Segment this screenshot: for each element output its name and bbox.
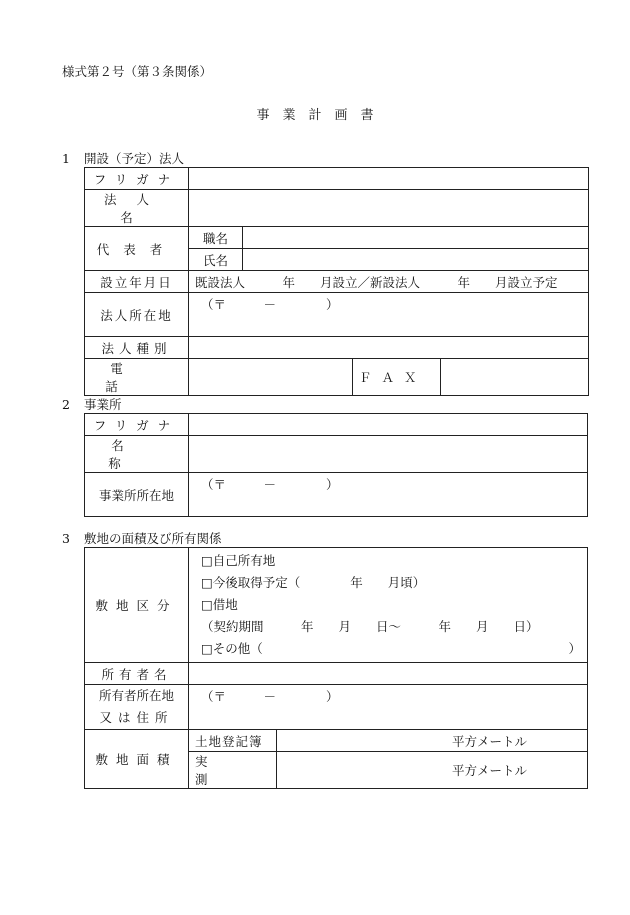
corp-name-field[interactable] (189, 190, 589, 227)
owner-address-line-2: 又は住所 (99, 710, 174, 725)
site-table (84, 547, 588, 789)
label-phone: 電話 (85, 359, 189, 396)
label-furigana: フリガナ (85, 168, 189, 190)
owner-address-field[interactable]: （〒 － ） (189, 685, 588, 730)
section-2-heading (62, 395, 122, 413)
label-office-furigana: フリガナ (85, 414, 189, 436)
office-table (84, 413, 588, 517)
actual-area-field[interactable]: 平方メートル (277, 752, 588, 789)
established-field[interactable]: 既設法人 年 月設立／新設法人 年 月設立予定 (189, 271, 589, 293)
form-number: 様式第２号（第３条関係） (62, 64, 213, 79)
name-field[interactable] (243, 249, 589, 271)
label-corp-name: 法人名 (85, 190, 189, 227)
option-other-row (201, 638, 581, 660)
page-title: 事業計画書 (256, 108, 387, 123)
registry-area-field[interactable]: 平方メートル (277, 730, 588, 752)
option-lease[interactable]: □借地 (201, 597, 238, 612)
section-2-number: 2 (62, 397, 70, 412)
label-owner-address (85, 685, 189, 730)
owner-address-line-1: 所有者所在地 (98, 688, 174, 703)
label-fax: ＦＡＸ (353, 359, 441, 396)
phone-field[interactable] (189, 359, 353, 396)
section-1-heading (62, 149, 184, 167)
option-own[interactable]: □自己所有地 (201, 553, 276, 568)
section-3-number: 3 (62, 531, 70, 546)
label-address: 法人所在地 (85, 293, 189, 337)
site-class-options (189, 548, 588, 663)
option-other-close: ） (568, 641, 581, 656)
label-representative: 代表者 (85, 227, 189, 271)
section-1-number: 1 (62, 151, 70, 166)
label-position: 職名 (189, 227, 243, 249)
option-other[interactable]: □その他（ (201, 641, 263, 656)
option-future[interactable]: □今後取得予定（ 年 月頃） (201, 575, 426, 590)
fax-field[interactable] (441, 359, 589, 396)
label-actual: 実測 (189, 752, 277, 789)
section-2-title: 事業所 (84, 397, 122, 412)
label-owner-name: 所有者名 (85, 663, 189, 685)
address-field[interactable]: （〒 － ） (189, 293, 589, 337)
section-3-heading (62, 529, 222, 547)
lease-contract-period[interactable]: （契約期間 年 月 日～ 年 月 日） (201, 619, 539, 634)
office-address-field[interactable]: （〒 － ） (189, 473, 588, 517)
label-name: 氏名 (189, 249, 243, 271)
owner-name-field[interactable] (189, 663, 588, 685)
label-office-name: 名称 (85, 436, 189, 473)
label-site-area: 敷地面積 (85, 730, 189, 789)
label-established: 設立年月日 (85, 271, 189, 293)
label-office-address: 事業所所在地 (85, 473, 189, 517)
corporation-table (84, 167, 589, 396)
label-corp-type: 法人種別 (85, 337, 189, 359)
furigana-field[interactable] (189, 168, 589, 190)
position-field[interactable] (243, 227, 589, 249)
label-site-class: 敷地区分 (85, 548, 189, 663)
section-1-title: 開設（予定）法人 (84, 151, 185, 166)
label-registry: 土地登記簿 (189, 730, 277, 752)
office-furigana-field[interactable] (189, 414, 588, 436)
section-3-title: 敷地の面積及び所有関係 (84, 531, 222, 546)
corp-type-field[interactable] (189, 337, 589, 359)
office-name-field[interactable] (189, 436, 588, 473)
